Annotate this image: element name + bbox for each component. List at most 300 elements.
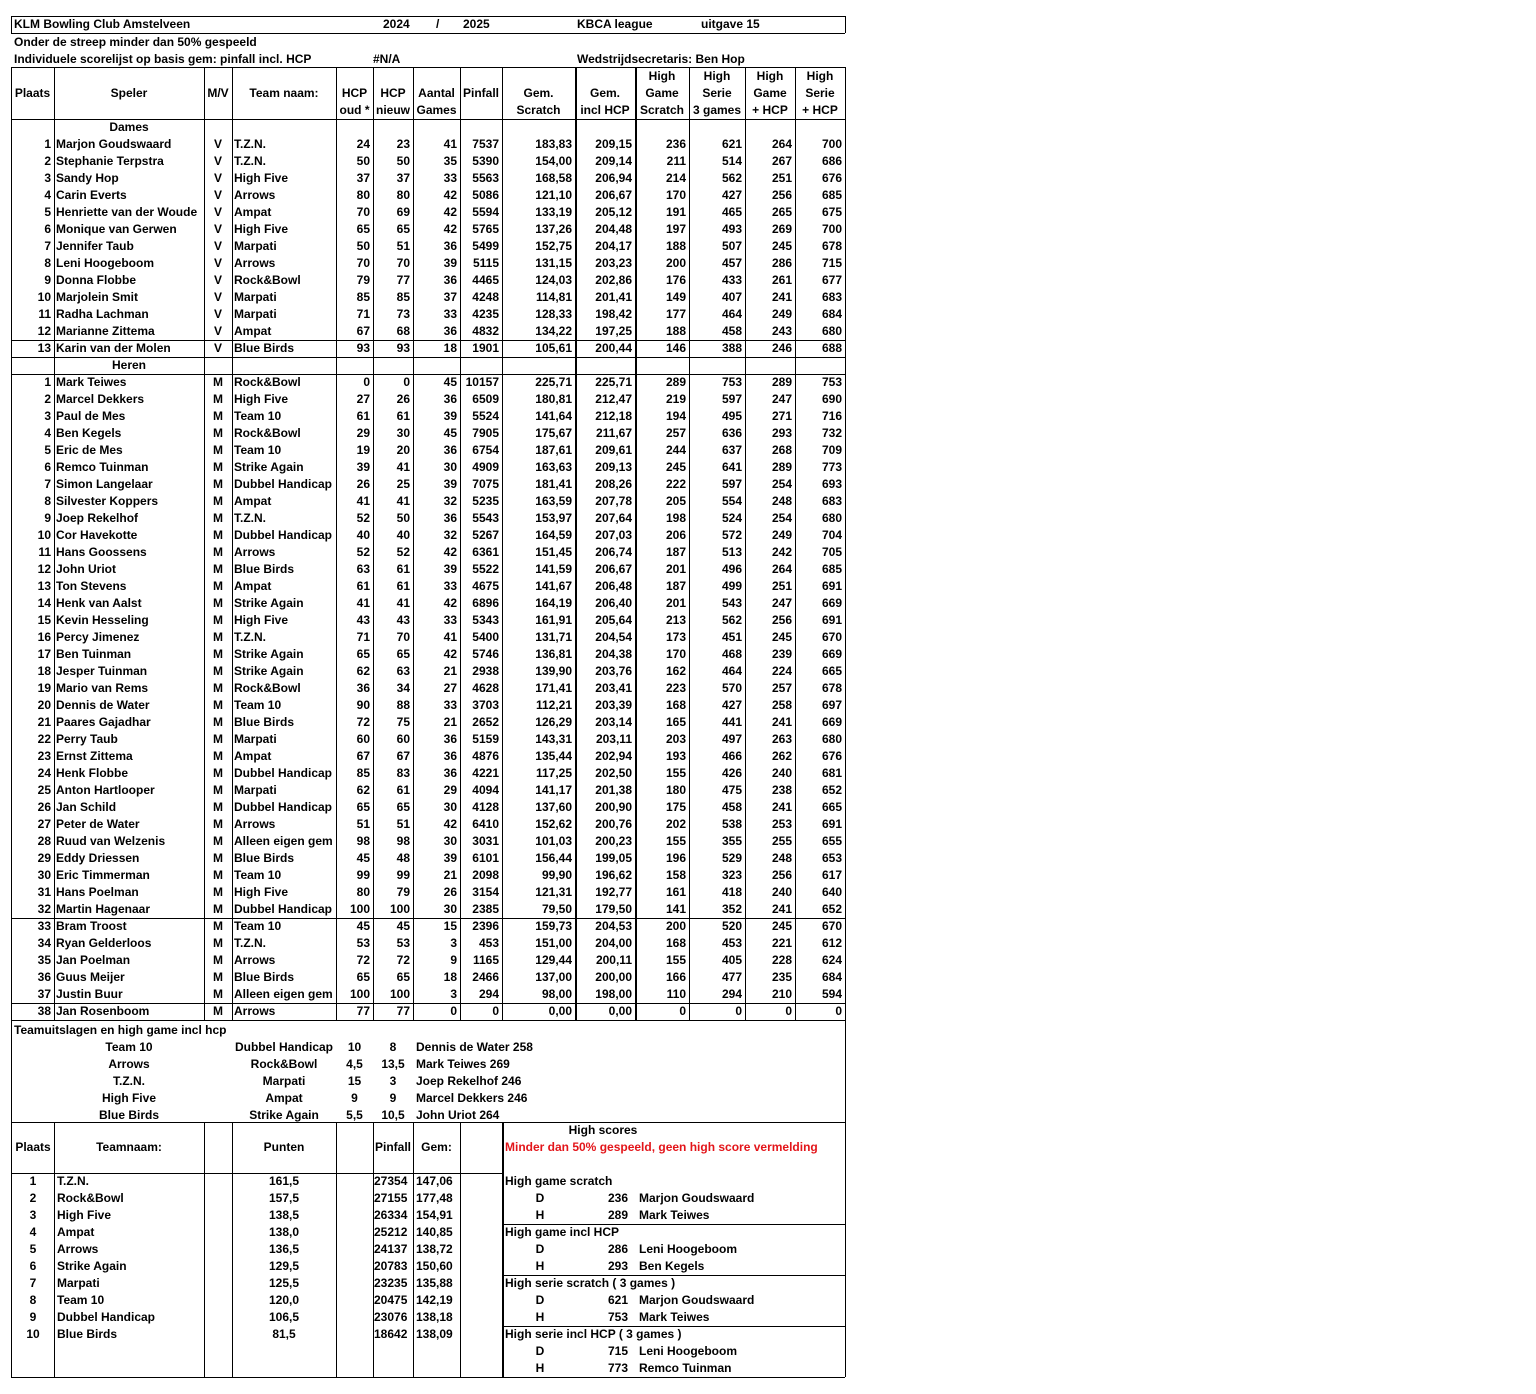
rank: 11 — [38, 307, 51, 321]
gender: M — [213, 545, 223, 559]
standings-header-team: Teamnaam: — [96, 1140, 162, 1154]
gender: M — [213, 936, 223, 950]
home-points: 5,5 — [346, 1108, 363, 1122]
pinfall: 5086 — [472, 188, 499, 202]
games-count: 29 — [443, 783, 457, 797]
high-game-scratch: 0 — [679, 1004, 686, 1018]
high-game-scratch: 213 — [665, 613, 686, 627]
high-game-hcp: 235 — [771, 970, 792, 984]
high-game-hcp: 255 — [771, 834, 792, 848]
average-scratch: 152,62 — [535, 817, 572, 831]
average-hcp: 202,86 — [595, 273, 632, 287]
standings-header-rank: Plaats — [15, 1140, 51, 1154]
team-name: Dubbel Handicap — [57, 1310, 156, 1324]
high-game-hcp: 258 — [771, 698, 792, 712]
high-game-hcp: 253 — [771, 817, 792, 831]
high-serie-scratch: 543 — [721, 596, 742, 610]
average-scratch: 164,19 — [535, 596, 572, 610]
pinfall: 6896 — [472, 596, 499, 610]
high-serie-hcp: 617 — [821, 868, 842, 882]
hcp-new: 77 — [396, 273, 410, 287]
team-name: Strike Again — [57, 1259, 127, 1273]
team-name: Ampat — [234, 205, 272, 219]
high-game-scratch: 176 — [665, 273, 686, 287]
highscore-player: Ben Kegels — [639, 1259, 705, 1273]
rank: 7 — [44, 477, 51, 491]
gender: M — [213, 902, 223, 916]
games-count: 42 — [443, 188, 457, 202]
high-serie-scratch: 513 — [721, 545, 742, 559]
games-count: 30 — [443, 460, 457, 474]
hcp-new: 75 — [396, 715, 410, 729]
gender: M — [213, 647, 223, 661]
high-serie-scratch: 352 — [721, 902, 742, 916]
column-header-gem-hcp: Gem. — [589, 86, 620, 100]
pinfall: 6361 — [472, 545, 499, 559]
average-hcp: 212,47 — [595, 392, 632, 406]
high-serie-scratch: 451 — [721, 630, 742, 644]
high-serie-hcp: 705 — [821, 545, 842, 559]
hcp-new: 20 — [396, 443, 410, 457]
player-name: Dennis de Water — [56, 698, 150, 712]
column-header-plaats: Plaats — [14, 86, 51, 100]
hcp-new: 77 — [396, 1004, 410, 1018]
pinfall: 5400 — [472, 630, 499, 644]
high-serie-hcp: 690 — [821, 392, 842, 406]
home-team: Blue Birds — [98, 1108, 159, 1122]
column-header-hcp-oud: oud * — [339, 103, 370, 117]
player-name: Ton Stevens — [56, 579, 127, 593]
away-team: Ampat — [265, 1091, 303, 1105]
player-name: Remco Tuinman — [56, 460, 149, 474]
home-team: Arrows — [108, 1057, 150, 1071]
player-name: Jennifer Taub — [56, 239, 134, 253]
hcp-old: 43 — [356, 613, 370, 627]
high-serie-hcp: 697 — [821, 698, 842, 712]
hcp-old: 65 — [356, 647, 370, 661]
games-count: 26 — [443, 885, 457, 899]
team-name: Arrows — [234, 953, 276, 967]
high-game-hcp: 210 — [771, 987, 792, 1001]
high-game-scratch: 168 — [665, 936, 686, 950]
rank: 2 — [44, 154, 51, 168]
high-serie-hcp: 675 — [821, 205, 842, 219]
high-game-scratch: 198 — [665, 511, 686, 525]
team-name: Team 10 — [234, 698, 282, 712]
gender: V — [213, 205, 222, 219]
team-points: 138,5 — [268, 1208, 300, 1222]
highscore-value: 621 — [607, 1293, 628, 1307]
pinfall: 453 — [478, 936, 499, 950]
rank: 10 — [37, 528, 51, 542]
high-serie-scratch: 621 — [721, 137, 742, 151]
average-hcp: 207,64 — [595, 511, 632, 525]
team-name: Rock&Bowl — [234, 681, 301, 695]
pinfall: 5343 — [472, 613, 499, 627]
high-serie-hcp: 669 — [821, 647, 842, 661]
average-scratch: 133,19 — [535, 205, 572, 219]
rank: 8 — [44, 494, 51, 508]
pinfall: 7905 — [472, 426, 499, 440]
highscore-category: High serie incl HCP ( 3 games ) — [505, 1327, 682, 1341]
average-scratch: 159,73 — [535, 919, 572, 933]
pinfall: 0 — [492, 1004, 499, 1018]
average-hcp: 203,41 — [595, 681, 632, 695]
high-game-scratch: 244 — [665, 443, 686, 457]
average-scratch: 163,63 — [535, 460, 572, 474]
average-scratch: 129,44 — [535, 953, 572, 967]
team-average: 140,85 — [416, 1225, 453, 1239]
high-game-scratch: 168 — [665, 698, 686, 712]
hcp-new: 69 — [396, 205, 410, 219]
player-name: Henriette van der Woude — [56, 205, 198, 219]
team-pinfall: 24137 — [374, 1242, 408, 1256]
gender: V — [213, 256, 222, 270]
team-average: 147,06 — [416, 1174, 453, 1188]
player-name: Martin Hagenaar — [56, 902, 151, 916]
team-name: Arrows — [234, 545, 276, 559]
high-game-hcp: 267 — [771, 154, 792, 168]
hcp-old: 93 — [356, 341, 370, 355]
rank: 27 — [37, 817, 51, 831]
high-serie-hcp: 688 — [821, 341, 842, 355]
team-name: Team 10 — [234, 919, 282, 933]
games-count: 33 — [443, 307, 457, 321]
high-game-scratch: 173 — [665, 630, 686, 644]
average-hcp: 208,26 — [595, 477, 632, 491]
high-serie-scratch: 572 — [721, 528, 742, 542]
rank: 4 — [44, 188, 51, 202]
high-game-hcp: 261 — [771, 273, 792, 287]
hcp-old: 71 — [356, 307, 370, 321]
player-name: Monique van Gerwen — [56, 222, 177, 236]
high-serie-scratch: 323 — [721, 868, 742, 882]
high-serie-scratch: 507 — [721, 239, 742, 253]
average-hcp: 192,77 — [595, 885, 632, 899]
pinfall: 3154 — [472, 885, 499, 899]
team-name: T.Z.N. — [234, 137, 266, 151]
games-count: 35 — [443, 154, 457, 168]
games-count: 36 — [443, 749, 457, 763]
season-end: 2025 — [463, 17, 490, 31]
average-scratch: 137,26 — [535, 222, 572, 236]
pinfall: 4221 — [472, 766, 499, 780]
high-serie-scratch: 641 — [721, 460, 742, 474]
team-name: Team 10 — [234, 409, 282, 423]
team-points: 161,5 — [268, 1174, 300, 1188]
high-serie-hcp: 665 — [821, 664, 842, 678]
high-serie-hcp: 685 — [821, 562, 842, 576]
pinfall: 5594 — [472, 205, 499, 219]
high-game-scratch: 162 — [665, 664, 686, 678]
gender: M — [213, 477, 223, 491]
hcp-new: 88 — [396, 698, 410, 712]
pinfall: 4675 — [472, 579, 499, 593]
average-scratch: 0,00 — [548, 1004, 572, 1018]
games-count: 39 — [443, 562, 457, 576]
note-basis: Individuele scorelijst op basis gem: pinfall incl. HCP — [14, 52, 312, 66]
rank: 7 — [44, 239, 51, 253]
average-hcp: 209,14 — [595, 154, 632, 168]
high-serie-hcp: 700 — [821, 222, 842, 236]
horizontal-rule — [11, 67, 845, 68]
average-hcp: 207,78 — [595, 494, 632, 508]
hcp-old: 62 — [356, 664, 370, 678]
hcp-old: 41 — [356, 596, 370, 610]
high-game-scratch: 245 — [665, 460, 686, 474]
average-scratch: 168,58 — [535, 171, 572, 185]
team-points: 138,0 — [268, 1225, 300, 1239]
gender: M — [213, 511, 223, 525]
high-serie-scratch: 457 — [721, 256, 742, 270]
team-pinfall: 26334 — [374, 1208, 408, 1222]
rank: 1 — [44, 137, 51, 151]
gender: M — [213, 596, 223, 610]
hcp-old: 65 — [356, 222, 370, 236]
rank: 15 — [37, 613, 51, 627]
games-count: 0 — [450, 1004, 457, 1018]
pinfall: 6101 — [472, 851, 499, 865]
high-serie-hcp: 676 — [821, 171, 842, 185]
gender: M — [213, 443, 223, 457]
average-hcp: 199,05 — [595, 851, 632, 865]
hcp-new: 25 — [396, 477, 410, 491]
player-name: Hans Goossens — [56, 545, 147, 559]
rank: 25 — [37, 783, 51, 797]
high-game-hcp: 254 — [771, 511, 792, 525]
high-game-player: Marcel Dekkers 246 — [416, 1091, 528, 1105]
hcp-old: 53 — [356, 936, 370, 950]
player-name: Peter de Water — [56, 817, 140, 831]
vertical-rule — [845, 67, 846, 1020]
high-serie-hcp: 716 — [821, 409, 842, 423]
high-serie-scratch: 465 — [721, 205, 742, 219]
high-serie-scratch: 475 — [721, 783, 742, 797]
high-serie-hcp: 681 — [821, 766, 842, 780]
league-name: KBCA league — [577, 17, 653, 31]
average-hcp: 203,39 — [595, 698, 632, 712]
horizontal-rule — [11, 1020, 845, 1021]
hcp-new: 68 — [396, 324, 410, 338]
high-game-hcp: 256 — [771, 188, 792, 202]
rank: 6 — [44, 222, 51, 236]
column-header-hg-scratch: Game — [645, 86, 679, 100]
average-hcp: 197,25 — [595, 324, 632, 338]
high-serie-hcp: 678 — [821, 239, 842, 253]
team-rank: 1 — [29, 1174, 37, 1188]
hcp-old: 39 — [356, 460, 370, 474]
player-name: Jan Poelman — [56, 953, 131, 967]
average-scratch: 151,45 — [535, 545, 572, 559]
team-name: Arrows — [234, 256, 276, 270]
high-game-hcp: 240 — [771, 885, 792, 899]
pinfall: 2652 — [472, 715, 499, 729]
high-game-scratch: 194 — [665, 409, 686, 423]
player-name: Marianne Zittema — [56, 324, 155, 338]
season-separator: / — [436, 17, 440, 31]
high-game-scratch: 200 — [665, 256, 686, 270]
highscore-gender: D — [535, 1242, 545, 1256]
high-serie-hcp: 669 — [821, 596, 842, 610]
high-serie-hcp: 653 — [821, 851, 842, 865]
hcp-old: 98 — [356, 834, 370, 848]
high-serie-scratch: 637 — [721, 443, 742, 457]
high-game-scratch: 223 — [665, 681, 686, 695]
highscore-value: 773 — [607, 1361, 628, 1375]
team-name: High Five — [234, 392, 289, 406]
high-game-hcp: 239 — [771, 647, 792, 661]
hcp-new: 52 — [396, 545, 410, 559]
gender: M — [213, 834, 223, 848]
high-game-scratch: 180 — [665, 783, 686, 797]
high-serie-scratch: 477 — [721, 970, 742, 984]
average-scratch: 180,81 — [535, 392, 572, 406]
home-team: Team 10 — [105, 1040, 153, 1054]
high-game-scratch: 165 — [665, 715, 686, 729]
team-name: Ampat — [57, 1225, 95, 1239]
average-scratch: 124,03 — [535, 273, 572, 287]
pinfall: 2466 — [472, 970, 499, 984]
team-name: Ampat — [234, 324, 272, 338]
high-game-scratch: 202 — [665, 817, 686, 831]
hcp-old: 61 — [356, 579, 370, 593]
team-name: Dubbel Handicap — [234, 528, 333, 542]
pinfall: 5159 — [472, 732, 499, 746]
player-name: Carin Everts — [56, 188, 127, 202]
average-hcp: 207,03 — [595, 528, 632, 542]
team-pinfall: 23235 — [374, 1276, 408, 1290]
gender: M — [213, 919, 223, 933]
hcp-old: 29 — [356, 426, 370, 440]
gender: M — [213, 494, 223, 508]
team-name: Arrows — [234, 1004, 276, 1018]
high-serie-hcp: 665 — [821, 800, 842, 814]
player-name: Jan Schild — [56, 800, 117, 814]
high-game-scratch: 177 — [665, 307, 686, 321]
average-scratch: 175,67 — [535, 426, 572, 440]
high-game-player: Joep Rekelhof 246 — [416, 1074, 522, 1088]
games-count: 41 — [443, 630, 457, 644]
team-points: 120,0 — [268, 1293, 300, 1307]
high-game-hcp: 249 — [771, 307, 792, 321]
pinfall: 7075 — [472, 477, 499, 491]
hcp-old: 62 — [356, 783, 370, 797]
games-count: 42 — [443, 205, 457, 219]
high-game-scratch: 201 — [665, 562, 686, 576]
high-serie-hcp: 612 — [821, 936, 842, 950]
gender: V — [213, 307, 222, 321]
team-points: 129,5 — [268, 1259, 300, 1273]
high-serie-scratch: 562 — [721, 171, 742, 185]
games-count: 42 — [443, 222, 457, 236]
player-name: Guus Meijer — [56, 970, 125, 984]
pinfall: 4094 — [472, 783, 499, 797]
high-game-hcp: 269 — [771, 222, 792, 236]
high-serie-hcp: 732 — [821, 426, 842, 440]
player-name: Ryan Gelderloos — [56, 936, 152, 950]
high-serie-scratch: 388 — [721, 341, 742, 355]
high-game-hcp: 241 — [771, 715, 792, 729]
team-name: Arrows — [234, 188, 276, 202]
games-count: 39 — [443, 409, 457, 423]
gender: M — [213, 1004, 223, 1018]
games-count: 36 — [443, 392, 457, 406]
rank: 20 — [37, 698, 51, 712]
hcp-new: 34 — [396, 681, 410, 695]
player-name: Donna Flobbe — [56, 273, 136, 287]
team-name: High Five — [234, 613, 289, 627]
average-hcp: 201,38 — [595, 783, 632, 797]
player-name: Hans Poelman — [56, 885, 139, 899]
hcp-new: 65 — [396, 647, 410, 661]
hcp-old: 80 — [356, 188, 370, 202]
team-name: Strike Again — [234, 664, 304, 678]
player-name: Justin Buur — [56, 987, 123, 1001]
average-scratch: 135,44 — [535, 749, 572, 763]
pinfall: 5765 — [472, 222, 499, 236]
high-serie-hcp: 680 — [821, 324, 842, 338]
home-points: 15 — [347, 1074, 362, 1088]
hcp-new: 40 — [396, 528, 410, 542]
hcp-old: 70 — [356, 256, 370, 270]
high-game-scratch: 188 — [665, 239, 686, 253]
games-count: 33 — [443, 698, 457, 712]
high-serie-scratch: 294 — [721, 987, 742, 1001]
pinfall: 2396 — [472, 919, 499, 933]
high-serie-scratch: 453 — [721, 936, 742, 950]
average-scratch: 117,25 — [535, 766, 572, 780]
games-count: 3 — [450, 987, 457, 1001]
team-name: High Five — [234, 885, 289, 899]
games-count: 32 — [443, 528, 457, 542]
team-pinfall: 20475 — [374, 1293, 408, 1307]
average-hcp: 203,11 — [595, 732, 632, 746]
high-serie-scratch: 524 — [721, 511, 742, 525]
high-serie-hcp: 640 — [821, 885, 842, 899]
vertical-rule — [413, 1122, 414, 1377]
rank: 19 — [37, 681, 51, 695]
high-serie-hcp: 773 — [821, 460, 842, 474]
high-game-scratch: 236 — [665, 137, 686, 151]
player-name: Percy Jimenez — [56, 630, 140, 644]
hcp-new: 53 — [396, 936, 410, 950]
rank: 5 — [44, 443, 51, 457]
high-game-scratch: 206 — [665, 528, 686, 542]
pinfall: 2938 — [472, 664, 499, 678]
team-rank: 8 — [29, 1293, 37, 1307]
games-count: 36 — [443, 732, 457, 746]
hcp-new: 61 — [396, 409, 410, 423]
team-points: 157,5 — [268, 1191, 300, 1205]
games-count: 41 — [443, 137, 457, 151]
pinfall: 6410 — [472, 817, 499, 831]
games-count: 30 — [443, 834, 457, 848]
player-name: Eric Timmerman — [56, 868, 150, 882]
team-name: T.Z.N. — [234, 511, 266, 525]
hcp-new: 48 — [396, 851, 410, 865]
standings-header-average: Gem: — [421, 1140, 452, 1154]
hcp-old: 72 — [356, 715, 370, 729]
high-game-hcp: 293 — [771, 426, 792, 440]
high-game-hcp: 264 — [771, 137, 792, 151]
average-hcp: 200,90 — [595, 800, 632, 814]
gender: M — [213, 817, 223, 831]
high-serie-scratch: 554 — [721, 494, 742, 508]
average-scratch: 131,15 — [535, 256, 572, 270]
high-game-scratch: 222 — [665, 477, 686, 491]
average-scratch: 171,41 — [535, 681, 572, 695]
column-header-hcp-nieuw: HCP — [380, 86, 406, 100]
